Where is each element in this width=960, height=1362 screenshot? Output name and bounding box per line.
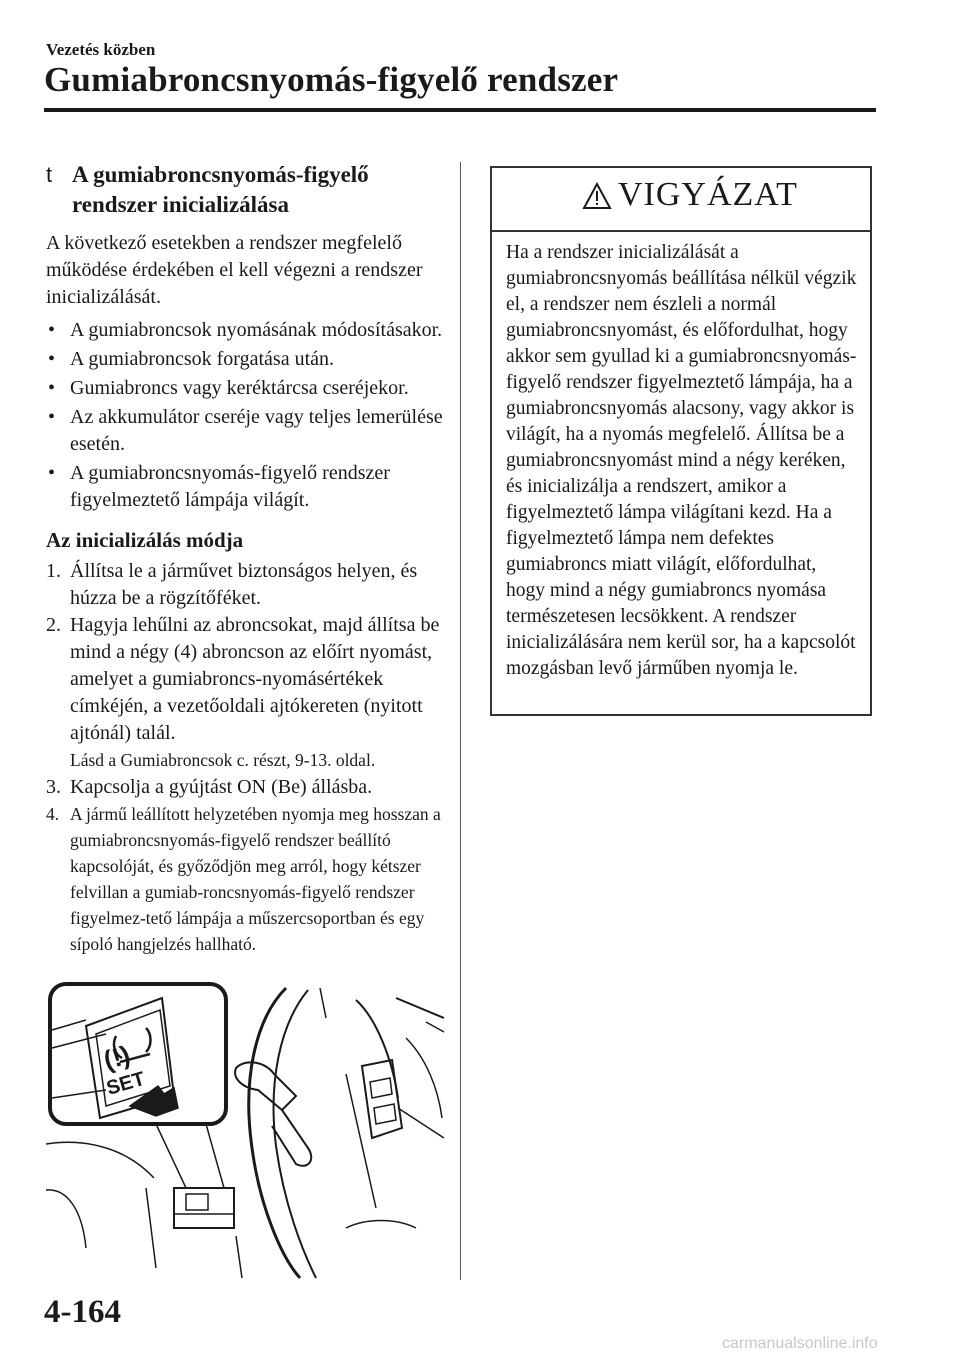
bullet-icon: • xyxy=(48,462,56,484)
caution-header xyxy=(492,168,870,232)
caution-title: VIGYÁZAT xyxy=(618,176,798,213)
procedure-steps xyxy=(46,558,444,957)
list-item: • A gumiabroncsnyomás-figyelő rendszer figyelmeztető lámpája világít. xyxy=(48,462,390,511)
title-rule xyxy=(44,108,876,112)
page-number: 4-164 xyxy=(44,1294,121,1330)
bullet-icon: • xyxy=(48,348,56,370)
dashboard-illustration xyxy=(46,978,446,1280)
page-title: Gumiabroncsnyomás-figyelő rendszer xyxy=(44,60,619,99)
set-button-label: SET xyxy=(104,1067,148,1100)
set-switch-diagram xyxy=(46,978,446,1280)
caution-text: Ha a rendszer inicializálását a gumiabroncsnyomás beállítása nélkül végzik el, a rendszer nem észleli a normál gumiabroncsnyomást, és előfordulhat, hogy akkor sem gyullad ki a gumiabroncsnyomás-figyelő rendszer figyelmeztető lámpája, ha a gumiabroncsnyomás alacsony, vagy akkor is világít, ha a nyomás megfelelő. Állítsa be a gumiabroncsnyomást mind a négy keréken, és inicializálja a rendszert, amikor a figyelmeztető lámpa világítani kezd. Ha a figyelmeztető lámpa nem defektes gumiabroncs miatt világít, előfordulhat, hogy mind a négy gumiabroncs nyomása természetesen lecsökkent. A rendszer inicializálására nem kerül sor, ha a kapcsolót mozgásban levő járműben nyomja le. xyxy=(506,242,857,679)
list-item: • Az akkumulátor cseréje vagy teljes lemerülése esetén. xyxy=(48,406,443,455)
left-column xyxy=(46,160,444,957)
step-item: 1. Állítsa le a járművet biztonságos helyen, és húzza be a rögzítőféket. xyxy=(46,560,418,609)
bullet-icon: • xyxy=(48,377,56,399)
condition-list xyxy=(46,317,444,514)
subheading-line-2: rendszer inicializálása xyxy=(72,192,289,217)
intro-paragraph: A következő esetekben a rendszer megfelelő működése érdekében el kell végezni a rendszer inicializálását. xyxy=(46,232,423,308)
subheading-line-1: A gumiabroncsnyomás-figyelő xyxy=(72,162,369,187)
bullet-icon: • xyxy=(48,406,56,428)
step-item: 4. A jármű leállított helyzetében nyomja meg hosszan a gumiabroncsnyomás-figyelő rendszer beállító kapcsolóját, és győződjön meg arról, hogy kétszer felvillan a gumiab-roncsnyomás-figyelő rendszer figyelmez-tető lámpája a műszercsoportban és egy sípoló hangjelzés hallható. xyxy=(46,804,441,954)
warning-triangle-icon xyxy=(582,182,612,210)
bullet-icon: • xyxy=(48,319,56,341)
method-heading: Az inicializálás módja xyxy=(46,528,244,552)
list-item: • A gumiabroncsok forgatása után. xyxy=(46,346,444,373)
column-divider xyxy=(460,162,461,1280)
step-item: 3. Kapcsolja a gyújtást ON (Be) állásba. xyxy=(46,776,373,798)
list-item: • Gumiabroncs vagy keréktárcsa cseréjekor. xyxy=(46,375,444,402)
caution-box xyxy=(490,166,872,716)
page-reference: Lásd a Gumiabroncsok c. részt, 9-13. oldal. xyxy=(70,750,376,770)
step-item: 2. Hagyja lehűlni az abroncsokat, majd állítsa be mind a négy (4) abroncson az előírt nyomást, amelyet a gumiabroncs-nyomásértékek címkéjén, a vezetőoldali ajtókereten (nyitott ajtónál) talál. Lásd a Gumiabroncsok c. részt, 9-13. oldal. xyxy=(46,614,440,770)
watermark: carmanualsonline.info xyxy=(722,1335,878,1352)
subsection-heading xyxy=(46,160,444,220)
tire-pressure-symbol: (!) xyxy=(100,1039,134,1076)
section-label: Vezetés közben xyxy=(46,40,156,59)
list-item: • A gumiabroncsok nyomásának módosításakor. xyxy=(46,317,444,344)
section-marker-icon: t xyxy=(46,162,53,187)
